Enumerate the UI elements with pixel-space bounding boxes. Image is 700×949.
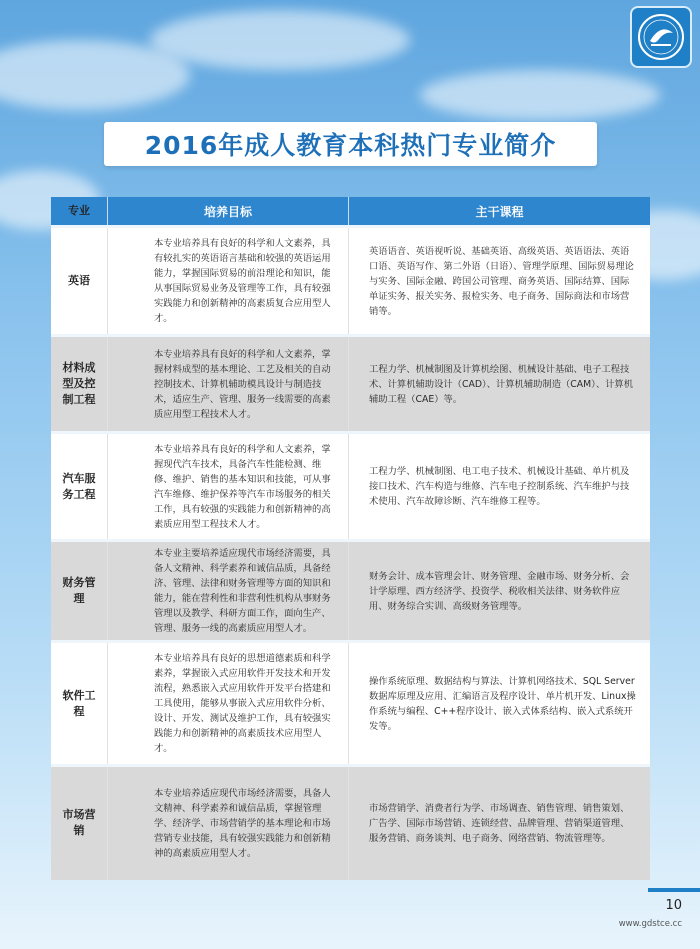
- major-name: 英语: [68, 274, 90, 287]
- table-row: [51, 766, 650, 880]
- main-courses: 市场营销学、消费者行为学、市场调查、销售管理、销售策划、广告学、国际市场营销、连锁经营、品牌管理、营销渠道管理、服务营销、商务谈判、电子商务、网络营销、物流管理等。: [369, 802, 630, 844]
- website-url: www.gdstce.cc: [618, 919, 682, 929]
- university-logo-icon: [630, 6, 692, 68]
- footer-stripe: [648, 888, 700, 892]
- training-goal: 本专业培养具有良好的思想道德素质和科学素养，掌握嵌入式应用软件开发技术和开发流程，熟悉嵌入式应用软件开发平台搭建和工具使用，能够从事嵌入式应用软件分析、设计、开发、测试及维护工作，具有较强实践能力和创新精神的高素质技术应用型人才。: [154, 653, 331, 754]
- major-name: 软件工程: [62, 688, 96, 718]
- major-name: 汽车服务工程: [62, 471, 96, 501]
- training-goal: 本专业培养具有良好的科学和人文素养，掌握材料成型的基本理论、工艺及相关的自动控制技术、计算机辅助模具设计与制造技术，适应生产、管理、服务一线需要的高素质应用型工程技术人才。: [154, 348, 331, 420]
- major-name: 财务管理: [62, 576, 96, 605]
- main-courses: 工程力学、机械制图及计算机绘图、机械设计基础、电子工程技术、计算机辅助设计（CAD）、计算机辅助制造（CAM）、计算机辅助工程（CAE）等。: [369, 363, 634, 405]
- training-goal: 本专业培养具有良好的科学和人文素养，掌握现代汽车技术，具备汽车性能检测、维修、维护、销售的基本知识和技能，可从事汽车维修、维护保养等汽车市场服务的相关工作，具有较强的实践能力和创新精神的高素质应用型工程技术人才。: [154, 443, 331, 530]
- table-row: [51, 227, 650, 336]
- table-row: [51, 642, 650, 766]
- table-header-row: [51, 197, 650, 227]
- main-courses: 工程力学、机械制图、电工电子技术、机械设计基础、单片机及接口技术、汽车构造与维修、汽车电子控制系统、汽车维护与技术使用、汽车故障诊断、汽车维修工程等。: [369, 466, 630, 507]
- main-courses: 财务会计、成本管理会计、财务管理、金融市场、财务分析、会计学原理、西方经济学、投资学、税收相关法律、财务软件应用、财务综合实训、高级财务管理等。: [369, 570, 630, 612]
- column-header-major: 专业: [51, 197, 108, 227]
- main-courses: 英语语音、英语视听说、基础英语、高级英语、英语语法、英语口语、英语写作、第二外语（日语）、管理学原理、国际贸易理论与实务、国际金融、跨国公司管理、商务英语、国际结算、国际单证实务、报关实务、报检实务、电子商务、国际商法和市场营销等。: [369, 245, 634, 317]
- training-goal: 本专业培养适应现代市场经济需要，具备人文精神、科学素养和诚信品质，掌握管理学、经济学、市场营销学的基本理论和市场营销专业技能，具有较强实践能力和创新精神的高素质应用型人才。: [154, 787, 331, 859]
- column-header-goal: 培养目标: [108, 197, 349, 227]
- training-goal: 本专业主要培养适应现代市场经济需要，具备人文精神、科学素养和诚信品质，具备经济、管理、法律和财务管理等方面的知识和能力，能在营利性和非营利性机构从事财务管理以及教学、科研方面工作，面向生产、管理、服务一线的高素质应用型人才。: [154, 548, 331, 634]
- table-row: [51, 336, 650, 433]
- title-banner: [104, 122, 597, 166]
- table-row: [51, 541, 650, 642]
- page-number: 10: [665, 898, 682, 913]
- training-goal: 本专业培养具有良好的科学和人文素养，具有较扎实的英语语言基础和较强的英语运用能力，掌握国际贸易的前沿理论和知识，能从事国际贸易业务及管理等工作，具有较强实践能力和创新精神的高素质复合应用型人才。: [154, 238, 331, 324]
- major-name: 市场营销: [62, 808, 96, 838]
- background-cloud: [420, 70, 660, 120]
- column-header-courses: 主干课程: [349, 197, 651, 227]
- major-name: 材料成型及控制工程: [62, 361, 96, 406]
- table-row: [51, 433, 650, 541]
- majors-table: [51, 197, 650, 880]
- background-cloud: [150, 10, 410, 70]
- page-title: 2016年成人教育本科热门专业简介: [144, 131, 557, 160]
- main-courses: 操作系统原理、数据结构与算法、计算机网络技术、SQL Server数据库原理及应用、汇编语言及程序设计、单片机开发、Linux操作系统与编程、C++程序设计、嵌入式体系结构、嵌入式系统开发等。: [369, 675, 636, 732]
